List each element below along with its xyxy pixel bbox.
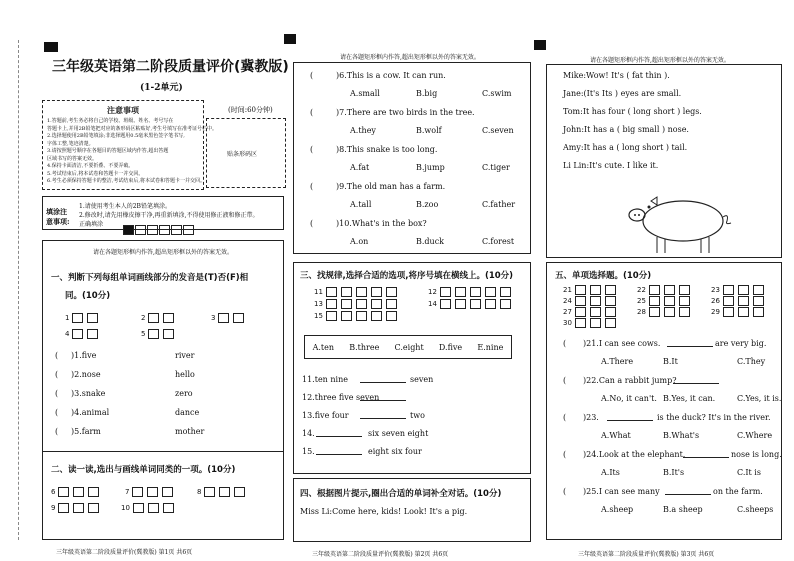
answer-bubble[interactable]: [723, 307, 734, 317]
notice-line: 字体工整,笔迹清楚。: [47, 140, 94, 147]
paren-open: (: [310, 71, 314, 80]
notice-line: 5.考试结束后,将本试卷和答题卡一并交回。: [47, 170, 144, 177]
section4-title: 四、根据图片提示,圈出合适的单词补全对话。(10分): [300, 489, 502, 499]
pattern-item: [302, 447, 522, 465]
section3-title: 三、找规律,选择合适的选项,将序号填在横线上。(10分): [300, 271, 514, 281]
answer-bubble[interactable]: [649, 296, 660, 306]
grid-number: 23: [711, 286, 720, 294]
notice-line: 6.考生必须保持答题卡的整洁,考试结束后,将本试卷和答题卡一并交回。: [47, 178, 205, 184]
answer-blank[interactable]: [316, 429, 362, 437]
answer-bubble[interactable]: [723, 285, 734, 295]
fill-note-line2: 2.修改时,请先用橡皮擦干净,再重新填涂,不得使用修正液和修正带。: [79, 212, 259, 219]
page2-section3-box: [293, 262, 531, 474]
page3-section5-box: [546, 262, 782, 540]
question-tail: is the duck? It's in the river.: [657, 413, 771, 422]
option-c[interactable]: C.father: [482, 200, 516, 209]
option-b[interactable]: B.What's: [663, 431, 700, 440]
option-b[interactable]: B.Yes, it can.: [663, 394, 716, 403]
choice-question: [294, 67, 530, 103]
page2-footer: 三年级英语第二阶段质量评价(冀教版) 第2页 共6页: [312, 551, 449, 558]
s2-grid-7: 7: [125, 487, 174, 497]
answer-note: 请在各题矩形框内作答,超出矩形框以外的答案无效。: [93, 249, 233, 256]
choice-question: [294, 215, 530, 251]
tf-item-word: )5.farm: [71, 427, 101, 436]
option-a[interactable]: A.fat: [350, 163, 370, 172]
option-c[interactable]: C.It is: [737, 468, 761, 477]
paren-open: (: [310, 145, 314, 154]
choice-question: [555, 413, 781, 449]
page2-section4-box: [293, 478, 531, 542]
pattern-item: [302, 375, 522, 393]
dialogue-line: Mike:Wow! It's ( fat thin ).: [563, 71, 670, 80]
answer-blank[interactable]: [360, 375, 406, 383]
option-b[interactable]: B.duck: [416, 237, 445, 246]
question-text: )24.Look at the elephant.: [583, 450, 686, 459]
paren-open: (: [563, 376, 567, 385]
answer-bubble[interactable]: [605, 296, 616, 306]
exam-title: 三年级英语第二阶段质量评价(冀教版): [52, 59, 289, 75]
option-c[interactable]: C.swim: [482, 89, 512, 98]
grid-number: 22: [637, 286, 646, 294]
tf-item-word: )2.nose: [71, 370, 101, 379]
tf-item: [55, 408, 255, 427]
question-tail: nose is long.: [731, 450, 782, 459]
paren-open: (: [310, 182, 314, 191]
answer-bubble[interactable]: [605, 307, 616, 317]
options-box: A.ten B.three C.eight D.five E.nine: [304, 335, 512, 359]
answer-bubble[interactable]: [738, 307, 749, 317]
answer-blank[interactable]: [667, 339, 713, 347]
option-a[interactable]: A.on: [350, 237, 369, 246]
choice-question: [555, 339, 781, 375]
s3-grid-15: 15: [314, 311, 398, 321]
s2-grid-9: 9: [51, 503, 100, 513]
notice-line: 1.答题前,考生务必将自己的学校、班级、姓名、考号写在: [47, 118, 174, 124]
notice-line: 4.保持卡面清洁,不要折叠、不要弄破。: [47, 163, 134, 169]
paren-open: (: [563, 487, 567, 496]
tf-item: [55, 351, 255, 370]
answer-bubble[interactable]: [738, 285, 749, 295]
choice-question: [555, 487, 781, 523]
option-a[interactable]: A.tall: [350, 200, 372, 209]
answer-bubble[interactable]: [664, 285, 675, 295]
option-c[interactable]: C.tiger: [482, 163, 510, 172]
choice-question: [294, 141, 530, 177]
dialogue-line: John:It has a ( big small ) nose.: [563, 125, 689, 134]
notice-line: 3.请按照题号顺序在各题目的答题区域内作答,超出答题: [47, 148, 169, 154]
tf-item: [55, 370, 255, 389]
grid-number: 24: [563, 297, 572, 305]
paren-open: (: [55, 427, 59, 436]
s2-grid-8: 8: [197, 487, 246, 497]
unit-range: (1-2单元): [140, 83, 183, 93]
answer-bubble[interactable]: [679, 296, 690, 306]
paren-open: (: [55, 351, 59, 360]
pattern-item: [302, 393, 522, 411]
pig-illustration: [623, 195, 733, 257]
option-b[interactable]: B.a sheep: [663, 505, 703, 514]
pattern-right: seven: [410, 375, 434, 384]
section5-title: 五、单项选择题。(10分): [555, 271, 652, 281]
option-b[interactable]: B.It: [663, 357, 678, 366]
s5-grid-cell: [637, 296, 691, 306]
answer-blank[interactable]: [316, 447, 362, 455]
option-c[interactable]: C.Where: [737, 431, 773, 440]
fill-note-line1: 1.请使用考生本人的2B铅笔填涂。: [79, 203, 171, 210]
answer-blank[interactable]: [607, 413, 653, 421]
s5-grid-cell: [711, 285, 765, 295]
grid-number: 30: [563, 319, 572, 327]
grid-number: 25: [637, 297, 646, 305]
question-text: )10.What's in the box?: [336, 219, 427, 228]
barcode-area: [206, 118, 286, 188]
option-b[interactable]: B.big: [416, 89, 438, 98]
option-a[interactable]: A.Its: [601, 468, 620, 477]
pattern-left: 15.: [302, 447, 315, 456]
page3-top-box: [546, 64, 782, 258]
pattern-left: 13.five four: [302, 411, 349, 420]
tf-item: [55, 389, 255, 408]
tf-item-word: )4.animal: [71, 408, 110, 417]
tf-grid-4: 4: [65, 329, 99, 339]
answer-bubble[interactable]: [753, 296, 764, 306]
answer-bubble[interactable]: [664, 296, 675, 306]
s5-grid-cell: [563, 318, 617, 328]
grid-number: 27: [563, 308, 572, 316]
answer-bubble[interactable]: [575, 296, 586, 306]
s5-grid-cell: [563, 296, 617, 306]
choice-question: [555, 376, 781, 412]
grid-number: 28: [637, 308, 646, 316]
tf-item-compare: mother: [175, 427, 205, 436]
pattern-right: two: [410, 411, 425, 420]
section2-title: 二、读一读,选出与画线单词同类的一项。(10分): [51, 465, 236, 475]
tf-item-word: )1.five: [71, 351, 97, 360]
page2-top-box: [293, 62, 531, 254]
option-a[interactable]: A.sheep: [601, 505, 634, 514]
tf-grid-3: 3: [211, 313, 245, 323]
page1-answer-box: [42, 240, 284, 540]
grid-number: 26: [711, 297, 720, 305]
paren-open: (: [55, 408, 59, 417]
barcode-label: 贴条形码区: [227, 151, 258, 158]
section4-line: Miss Li:Come here, kids! Look! It's a pig.: [300, 507, 468, 516]
option-b[interactable]: B.It's: [663, 468, 685, 477]
option-c[interactable]: C.They: [737, 357, 766, 366]
answer-bubble[interactable]: [575, 285, 586, 295]
notice-line: 区域书写的答案无效。: [47, 155, 98, 162]
pattern-right: eight six four: [368, 447, 422, 456]
s5-grid-cell: [711, 296, 765, 306]
paren-open: (: [563, 450, 567, 459]
pattern-left: 12.three five seven: [302, 393, 380, 402]
s3-grid-13: 13: [314, 299, 398, 309]
notice-box: [42, 100, 218, 190]
page3-answer-note: 请在各题矩形框内作答,超出矩形框以外的答案无效。: [590, 57, 730, 64]
tf-item: [55, 427, 255, 446]
question-text: )22.Can a rabbit jump?: [583, 376, 677, 385]
section1-title: 一、判断下列每组单词画线部分的发音是(T)否(F)相: [51, 273, 249, 283]
section3-items: [302, 375, 522, 465]
option-c[interactable]: C.sheeps: [737, 505, 774, 514]
s3-grid-14: 14: [428, 299, 512, 309]
question-text: )9.The old man has a farm.: [336, 182, 446, 191]
notice-lines: [47, 118, 218, 186]
grid-number: 21: [563, 286, 572, 294]
s5-grid-cell: [563, 307, 617, 317]
page2-answer-note: 请在各题矩形框内作答,超出矩形框以外的答案无效。: [340, 54, 480, 61]
answer-bubble[interactable]: [590, 318, 601, 328]
pattern-left: 11.ten nine: [302, 375, 348, 384]
alignment-mark: [284, 34, 296, 44]
question-text: )6.This is a cow. It can run.: [336, 71, 446, 80]
answer-bubble[interactable]: [753, 285, 764, 295]
fill-note-label: 填涂注意事项:: [46, 207, 70, 226]
option-c[interactable]: C.seven: [482, 126, 514, 135]
choice-question: [294, 104, 530, 140]
notice-line: 答题卡上,并用2B铅笔把对应的条形码区粘贴好,考生号填写在准考证号栏中。: [47, 125, 218, 132]
s3-grid-12: 12: [428, 287, 512, 297]
paren-open: (: [55, 389, 59, 398]
answer-bubble[interactable]: [664, 307, 675, 317]
pattern-item: [302, 411, 522, 429]
s5-grid-cell: [637, 307, 691, 317]
page3-footer: 三年级英语第二阶段质量评价(冀教版) 第3页 共6页: [578, 551, 715, 558]
grid-number: 29: [711, 308, 720, 316]
choice-question: [294, 178, 530, 214]
tf-item-compare: river: [175, 351, 195, 360]
dialogue-line: Tom:It has four ( long short ) legs.: [563, 107, 702, 116]
s2-grid-10: 10: [121, 503, 175, 513]
answer-bubble[interactable]: [738, 296, 749, 306]
dialogue-line: Jane:(It's Its ) eyes are small.: [563, 89, 682, 98]
paren-open: (: [563, 339, 567, 348]
question-text: )7.There are two birds in the tree.: [336, 108, 475, 117]
option-b[interactable]: B.wolf: [416, 126, 442, 135]
answer-bubble[interactable]: [753, 307, 764, 317]
pattern-right: six seven eight: [368, 429, 429, 438]
option-b[interactable]: B.jump: [416, 163, 445, 172]
tf-grid-1: 1: [65, 313, 99, 323]
dialogue-line: Li Lin:It's cute. I like it.: [563, 161, 659, 170]
answer-bubble[interactable]: [723, 296, 734, 306]
answer-bubble[interactable]: [649, 285, 660, 295]
option-b[interactable]: B.zoo: [416, 200, 439, 209]
question-text: )25.I can see many: [583, 487, 660, 496]
paren-open: (: [55, 370, 59, 379]
option-a[interactable]: A.No, it can't.: [601, 394, 657, 403]
tf-item-compare: dance: [175, 408, 200, 417]
answer-blank[interactable]: [360, 393, 406, 401]
answer-bubble[interactable]: [590, 285, 601, 295]
answer-bubble[interactable]: [605, 285, 616, 295]
dialogue: [563, 71, 702, 179]
tf-grid-5: 5: [141, 329, 175, 339]
question-text: )8.This snake is too long.: [336, 145, 438, 154]
option-a[interactable]: A.they: [350, 126, 376, 135]
fill-example-label: 正确填涂: [79, 221, 104, 228]
paren-open: (: [563, 413, 567, 422]
question-text: )23.: [583, 413, 599, 422]
time-limit: (时间:60分钟): [228, 106, 273, 114]
dialogue-line: Amy:It has a ( long short ) tail.: [563, 143, 688, 152]
paren-open: (: [310, 219, 314, 228]
alignment-mark: [44, 42, 58, 52]
option-c[interactable]: C.forest: [482, 237, 515, 246]
option-a[interactable]: A.There: [601, 357, 634, 366]
answer-bubble[interactable]: [590, 296, 601, 306]
answer-bubble[interactable]: [605, 318, 616, 328]
answer-bubble[interactable]: [679, 285, 690, 295]
alignment-mark: [534, 40, 546, 50]
option-a[interactable]: A.small: [350, 89, 380, 98]
answer-bubble[interactable]: [649, 307, 660, 317]
section1-title-cont: 同。(10分): [65, 291, 111, 301]
fill-note-box: [42, 196, 284, 230]
notice-line: 2.选择题使用2B铅笔填涂;非选择题用0.5毫米黑色签字笔书写,: [47, 133, 185, 139]
question-tail: are very big.: [715, 339, 767, 348]
answer-blank[interactable]: [665, 487, 711, 495]
option-a[interactable]: A.What: [601, 431, 631, 440]
pattern-item: [302, 429, 522, 447]
answer-bubble[interactable]: [575, 318, 586, 328]
s5-grid-cell: [711, 307, 765, 317]
fill-examples: [123, 219, 195, 238]
s5-grid-cell: [563, 285, 617, 295]
choice-question: [555, 450, 781, 486]
page1-footer: 三年级英语第二阶段质量评价(冀教版) 第1页 共6页: [56, 549, 193, 556]
answer-blank[interactable]: [683, 450, 729, 458]
answer-bubble[interactable]: [575, 307, 586, 317]
binding-line: [18, 40, 19, 540]
paren-open: (: [310, 108, 314, 117]
pattern-left: 14.: [302, 429, 315, 438]
tf-item-compare: hello: [175, 370, 195, 379]
option-c[interactable]: C.Yes, it is.: [737, 394, 782, 403]
tf-item-compare: zero: [175, 389, 193, 398]
s2-grid-6: 6: [51, 487, 100, 497]
tf-item-word: )3.snake: [71, 389, 106, 398]
notice-title: 注意事项: [107, 105, 139, 115]
answer-blank[interactable]: [673, 376, 719, 384]
question-tail: on the farm.: [713, 487, 763, 496]
s3-grid-11: 11: [314, 287, 398, 297]
answer-bubble[interactable]: [679, 307, 690, 317]
question-text: )21.I can see cows.: [583, 339, 661, 348]
section1-items: [55, 351, 255, 446]
s5-grid-cell: [637, 285, 691, 295]
answer-blank[interactable]: [360, 411, 406, 419]
tf-grid-2: 2: [141, 313, 175, 323]
answer-bubble[interactable]: [590, 307, 601, 317]
